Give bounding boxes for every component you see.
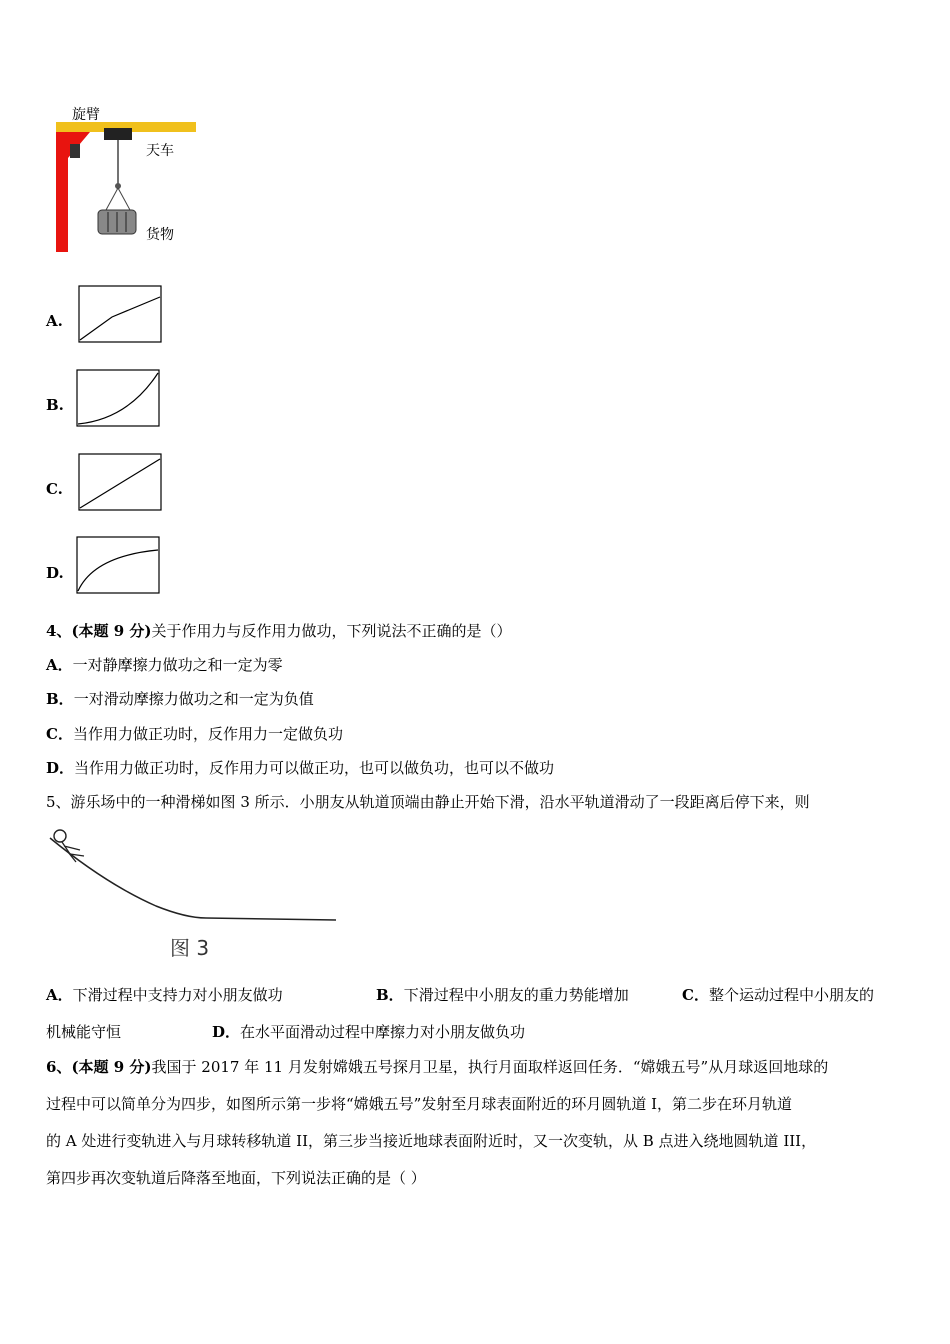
q4-tag: (本题 9 分) (71, 622, 152, 640)
q5-option-c-text-continued: 机械能守恒 (46, 1023, 122, 1041)
graph-b-curve (78, 373, 158, 424)
slide-track (50, 838, 336, 920)
q6-tag: (本题 9 分) (71, 1058, 152, 1076)
q5-option-b-label: B． (376, 986, 404, 1004)
q4-option-a-text: 一对静摩擦力做功之和一定为零 (72, 656, 283, 674)
crane-column (56, 122, 68, 252)
crane-trolley (104, 128, 132, 140)
q5-stem-line (46, 792, 810, 812)
graph-option-a-label: A. (46, 312, 63, 330)
graph-option-c (78, 453, 162, 511)
q5-number: 5、 (46, 793, 71, 811)
q6-line-3 (46, 1131, 816, 1151)
graph-option-c-label: C. (46, 480, 63, 498)
graph-option-b (76, 369, 160, 427)
q4-number: 4、 (46, 622, 72, 640)
crane-illustration (50, 100, 210, 260)
q6-number: 6、 (46, 1058, 72, 1076)
q5-option-d-text: 在水平面滑动过程中摩擦力对小朋友做负功 (240, 1023, 526, 1041)
q4-option-a (46, 655, 283, 675)
q5-option-d (212, 1022, 525, 1042)
child-head (54, 830, 66, 842)
crane-label-trolley: 天车 (146, 143, 174, 159)
graph-c-curve (80, 459, 160, 508)
q5-option-c (682, 985, 874, 1005)
q5-option-c-text: 整个运动过程中小朋友的 (708, 986, 874, 1004)
graph-d-curve (78, 550, 158, 591)
q6-text-1: 我国于 2017 年 11 月发射嫦娥五号探月卫星，执行月面取样返回任务．“嫦娥五号”从月球返回地球的 (151, 1058, 829, 1076)
child-body (62, 842, 84, 862)
q4-option-b-label: B． (46, 690, 74, 708)
q4-option-d-label: D． (46, 759, 75, 777)
graph-option-b-label: B. (46, 396, 64, 414)
q4-stem-line (46, 621, 512, 641)
q5-option-b-text: 下滑过程中小朋友的重力势能增加 (403, 986, 629, 1004)
crane-label-arm: 旋臂 (72, 107, 100, 123)
graph-a-curve (80, 297, 160, 340)
crane-motor (70, 144, 80, 158)
q6-text-3: 的 A 处进行变轨进入与月球转移轨道 II，第三步当接近地球表面附近时，又一次变轨，从 B 点进入绕地圆轨道 III， (46, 1132, 817, 1150)
q4-stem: 关于作用力与反作用力做功，下列说法不正确的是（） (151, 622, 512, 640)
crane-figure (50, 100, 210, 260)
crane-label-cargo: 货物 (146, 227, 174, 243)
q4-option-c (46, 724, 343, 744)
slide-figure (46, 824, 346, 964)
q4-option-b (46, 689, 314, 709)
q6-line-4 (46, 1168, 426, 1188)
graph-option-a (78, 285, 162, 343)
q4-option-b-text: 一对滑动摩擦力做功之和一定为负值 (73, 690, 314, 708)
q6-line-1 (46, 1057, 828, 1077)
q5-option-a-text: 下滑过程中支持力对小朋友做功 (72, 986, 283, 1004)
q5-options-row-1 (46, 985, 283, 1005)
q4-option-c-label: C． (46, 725, 73, 743)
q5-option-a-label: A． (46, 986, 73, 1004)
q5-option-c-label: C． (682, 986, 709, 1004)
q4-option-a-label: A． (46, 656, 73, 674)
q4-option-d-text: 当作用力做正功时，反作用力可以做正功，也可以做负功，也可以不做功 (74, 759, 555, 777)
q5-option-b (376, 985, 629, 1005)
q6-text-4: 第四步再次变轨道后降落至地面，下列说法正确的是（ ） (46, 1169, 426, 1187)
q4-option-d (46, 758, 554, 778)
q4-option-c-text: 当作用力做正功时，反作用力一定做负功 (72, 725, 343, 743)
q6-text-2: 过程中可以简单分为四步，如图所示第一步将“嫦娥五号”发射至月球表面附近的环月圆轨道 I，第二步在环月轨道 (46, 1095, 793, 1113)
slide-figure-caption: 图 3 (170, 936, 210, 960)
q5-stem: 游乐场中的一种滑梯如图 3 所示．小朋友从轨道顶端由静止开始下滑，沿水平轨道滑动了一段距离后停下来，则 (70, 793, 810, 811)
q5-option-c-continued (46, 1022, 121, 1042)
q6-line-2 (46, 1094, 792, 1114)
graph-option-d (76, 536, 160, 594)
graph-option-d-label: D. (46, 564, 64, 582)
q5-option-d-label: D． (212, 1023, 241, 1041)
